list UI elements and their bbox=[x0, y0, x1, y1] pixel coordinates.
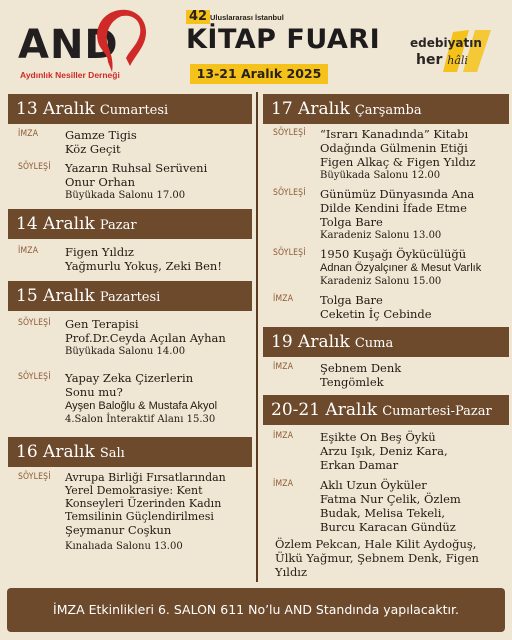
partner-logo-hali: hâli bbox=[447, 54, 468, 67]
header bbox=[0, 0, 512, 92]
day-header-15 bbox=[8, 281, 252, 311]
event-tag: SÖYLEŞİ bbox=[273, 128, 306, 138]
event-item bbox=[8, 161, 252, 203]
event-line: Yapay Zeka Çizerlerin bbox=[65, 371, 194, 385]
event-item bbox=[263, 247, 509, 289]
event-line: 1950 Kuşağı Öykücülüğü bbox=[320, 247, 467, 261]
event-line: Fatma Nur Çelik, Özlem bbox=[320, 492, 461, 506]
event-item bbox=[263, 361, 509, 389]
event-tag: İMZA bbox=[273, 362, 294, 372]
event-tag: İMZA bbox=[273, 294, 294, 304]
event-item bbox=[263, 293, 509, 321]
event-item bbox=[263, 187, 509, 243]
day-weekday: Cumartesi-Pazar bbox=[382, 404, 492, 419]
event-venue: Karadeniz Salonu 13.00 bbox=[320, 230, 442, 241]
event-venue: Karadeniz Salonu 15.00 bbox=[320, 276, 442, 287]
event-tag: SÖYLEŞİ bbox=[18, 318, 51, 328]
event-line: Konseyleri Üzerinden Kadın bbox=[65, 497, 222, 510]
event-line: Ülkü Yağmur, Şebnem Denk, Figen bbox=[275, 551, 479, 565]
event-line: Arzu Işık, Deniz Kara, bbox=[320, 444, 448, 458]
day-date: 13 Aralık bbox=[16, 99, 95, 119]
event-item bbox=[8, 128, 252, 156]
day-header-20-21 bbox=[263, 395, 509, 425]
event-line: Temsilinin Güçlendirilmesi bbox=[65, 510, 214, 523]
day-header-13 bbox=[8, 94, 252, 124]
event-item bbox=[263, 430, 509, 472]
event-line: Günümüz Dünyasında Ana bbox=[320, 187, 475, 201]
event-line: Yerel Demokrasiye: Kent bbox=[65, 484, 203, 497]
event-tag: SÖYLEŞİ bbox=[18, 472, 51, 482]
day-weekday: Cumartesi bbox=[99, 103, 169, 118]
day-date: 16 Aralık bbox=[16, 442, 95, 462]
event-tag: İMZA bbox=[18, 129, 39, 139]
event-line: Şeymanur Coşkun bbox=[65, 523, 172, 537]
event-item bbox=[8, 371, 252, 427]
day-weekday: Pazar bbox=[99, 218, 137, 233]
event-tag: SÖYLEŞİ bbox=[18, 372, 51, 382]
event-line: Burcu Karacan Gündüz bbox=[320, 520, 456, 534]
event-line: Odağında Gülmenin Etiği bbox=[320, 141, 468, 155]
event-line: Şebnem Denk bbox=[320, 361, 402, 375]
event-item bbox=[8, 317, 252, 359]
event-speaker: Adnan Özyalçıner & Mesut Varlık bbox=[320, 262, 482, 274]
day-date: 15 Aralık bbox=[16, 286, 95, 306]
event-line: Erkan Damar bbox=[320, 458, 399, 472]
event-venue: Büyükada Salonu 12.00 bbox=[320, 170, 441, 181]
event-line: Tengömlek bbox=[320, 375, 384, 389]
event-line: Sonu mu? bbox=[65, 385, 123, 399]
fair-intl-label: Uluslararası İstanbul bbox=[210, 13, 284, 22]
event-venue: Büyükada Salonu 17.00 bbox=[65, 190, 186, 201]
day-weekday: Çarşamba bbox=[354, 103, 422, 118]
event-item bbox=[263, 478, 509, 534]
event-item bbox=[8, 245, 252, 273]
event-item bbox=[263, 127, 509, 183]
day-weekday: Pazartesi bbox=[99, 290, 161, 305]
event-line: Prof.Dr.Ceyda Açılan Ayhan bbox=[65, 331, 226, 345]
left-column bbox=[8, 94, 252, 554]
right-column bbox=[263, 94, 509, 579]
day-header-16 bbox=[8, 437, 252, 467]
event-venue: Kınalıada Salonu 13.00 bbox=[65, 541, 183, 552]
event-line: Yazarın Ruhsal Serüveni bbox=[65, 161, 208, 175]
event-tag: SÖYLEŞİ bbox=[273, 248, 306, 258]
event-venue: 4.Salon İnteraktif Alanı 15.30 bbox=[65, 414, 216, 425]
column-divider bbox=[256, 92, 258, 582]
event-tag: İMZA bbox=[273, 431, 294, 441]
partner-logo-line2 bbox=[416, 52, 468, 68]
and-logo-text: AND bbox=[18, 22, 119, 68]
day-header-17 bbox=[263, 94, 509, 124]
partner-logo-line1: edebiyatın bbox=[410, 36, 482, 50]
event-line: Avrupa Birliği Fırsatlarından bbox=[65, 471, 226, 484]
day-date: 19 Aralık bbox=[271, 332, 350, 352]
event-line: Onur Orhan bbox=[65, 175, 135, 189]
event-speaker: Ayşen Baloğlu & Mustafa Akyol bbox=[65, 400, 218, 412]
event-line: Figen Yıldız bbox=[65, 245, 134, 259]
footer-note: İMZA Etkinlikleri 6. SALON 611 No’lu AND Standında yapılacaktır. bbox=[7, 588, 505, 632]
event-extra-names bbox=[275, 537, 509, 579]
day-header-19 bbox=[263, 327, 509, 357]
and-logo-subtitle: Aydınlık Nesiller Derneği bbox=[20, 70, 120, 80]
event-line: Özlem Pekcan, Hale Kilit Aydoğuş, bbox=[275, 537, 477, 551]
day-date: 14 Aralık bbox=[16, 214, 95, 234]
event-line: Budak, Melisa Tekeli, bbox=[320, 506, 446, 520]
fair-title: KİTAP FUARI bbox=[186, 24, 381, 55]
day-header-14 bbox=[8, 209, 252, 239]
event-line: Eşikte On Beş Öykü bbox=[320, 430, 436, 444]
event-tag: İMZA bbox=[18, 246, 39, 256]
event-tag: SÖYLEŞİ bbox=[273, 188, 306, 198]
event-line: Ceketin İç Cebinde bbox=[320, 307, 432, 321]
event-line: Yıldız bbox=[275, 565, 308, 579]
event-line: Aklı Uzun Öyküler bbox=[320, 478, 427, 492]
and-logo-profile-icon bbox=[86, 6, 148, 76]
day-date: 17 Aralık bbox=[271, 99, 350, 119]
day-weekday: Cuma bbox=[354, 336, 394, 351]
day-weekday: Salı bbox=[99, 446, 125, 461]
partner-logo-her: her bbox=[416, 52, 443, 68]
event-line: Yağmurlu Yokuş, Zeki Ben! bbox=[65, 259, 222, 273]
event-venue: Büyükada Salonu 14.00 bbox=[65, 346, 186, 357]
fair-number: 42 bbox=[186, 10, 210, 24]
event-tag: SÖYLEŞİ bbox=[18, 162, 51, 172]
event-tag: İMZA bbox=[273, 479, 294, 489]
event-line: Köz Geçit bbox=[65, 142, 121, 156]
fair-dates: 13-21 Aralık 2025 bbox=[190, 64, 328, 84]
event-line: Figen Alkaç & Figen Yıldız bbox=[320, 155, 476, 169]
event-line: Tolga Bare bbox=[320, 293, 383, 307]
event-item bbox=[8, 471, 252, 554]
event-line: Tolga Bare bbox=[320, 215, 383, 229]
event-line: Dilde Kendini İfade Etme bbox=[320, 201, 467, 215]
day-date: 20-21 Aralık bbox=[271, 400, 378, 420]
event-line: Gen Terapisi bbox=[65, 317, 139, 331]
brush-stroke-icon bbox=[435, 26, 499, 76]
event-line: “Israrı Kanadında” Kitabı bbox=[320, 127, 469, 141]
event-line: Gamze Tigis bbox=[65, 128, 137, 142]
